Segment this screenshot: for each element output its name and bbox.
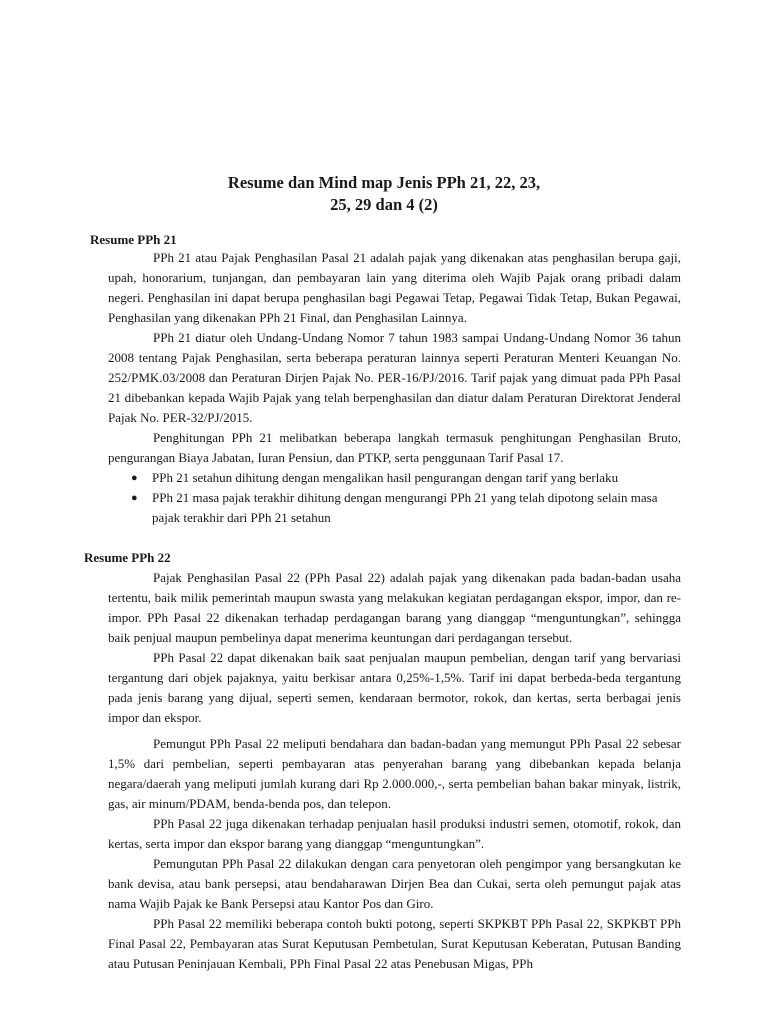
list-item: [108, 468, 681, 488]
bullet-icon: ●: [131, 472, 138, 484]
title-line-1: Resume dan Mind map Jenis PPh 21, 22, 23,: [227, 173, 541, 192]
list-item-text: PPh 21 setahun dihitung dengan mengalikan hasil pengurangan dengan tarif yang berlaku: [152, 470, 619, 485]
section-body-pph22: [108, 568, 681, 974]
paragraph: PPh Pasal 22 memiliki beberapa contoh bukti potong, seperti SKPKBT PPh Pasal 22, SKPKBT PPh Final Pasal 22, Pembayaran atas Surat Keputusan Pembetulan, Surat Keputusan Keberatan, Putusan Banding atau Putusan Peninjauan Kembali, PPh Final Pasal 22 atas Penebusan Migas, PPh: [108, 916, 681, 971]
paragraph: Pemungutan PPh Pasal 22 dilakukan dengan cara penyetoran oleh pengimpor yang bersangkutan ke bank devisa, atau bank persepsi, atau bendaharawan Dirjen Bea dan Cukai, serta oleh pemungut pajak atas nama Wajib Pajak ke Bank Persepsi atau Kantor Pos dan Giro.: [108, 856, 681, 911]
document-title: [0, 172, 768, 216]
paragraph: PPh 21 atau Pajak Penghasilan Pasal 21 adalah pajak yang dikenakan atas penghasilan berupa gaji, upah, honorarium, tunjangan, dan pembayaran lain yang diterima oleh Wajib Pajak orang pribadi dalam negeri. Penghasilan ini dapat berupa penghasilan bagi Pegawai Tetap, Pegawai Tidak Tetap, Bukan Pegawai, Penghasilan yang dikenakan PPh 21 Final, dan Penghasilan Lainnya.: [108, 250, 681, 325]
bullet-icon: ●: [131, 492, 138, 504]
section-heading-pph22: Resume PPh 22: [84, 550, 171, 565]
paragraph: PPh 21 diatur oleh Undang-Undang Nomor 7 tahun 1983 sampai Undang-Undang Nomor 36 tahun 2008 tentang Pajak Penghasilan, serta beberapa peraturan lainnya seperti Peraturan Menteri Keuangan No. 252/PMK.03/2008 dan Peraturan Dirjen Pajak No. PER-16/PJ/2016. Tarif pajak yang dimuat pada PPh Pasal 21 dibebankan kepada Wajib Pajak yang telah berpenghasilan dan diatur dalam Peraturan Direktorat Jenderal Pajak No. PER-32/PJ/2015.: [108, 330, 681, 425]
list-item-text: PPh 21 masa pajak terakhir dihitung dengan mengurangi PPh 21 yang telah dipotong selain masa pajak terakhir dari PPh 21 setahun: [152, 490, 658, 525]
paragraph: Penghitungan PPh 21 melibatkan beberapa langkah termasuk penghitungan Penghasilan Bruto, pengurangan Biaya Jabatan, Iuran Pensiun, dan PTKP, serta penggunaan Tarif Pasal 17.: [108, 430, 681, 465]
section-heading-pph21: Resume PPh 21: [90, 232, 177, 247]
section-body-pph21: [108, 248, 681, 528]
bullet-list: [108, 468, 681, 528]
paragraph: Pemungut PPh Pasal 22 meliputi bendahara dan badan-badan yang memungut PPh Pasal 22 sebesar 1,5% dari pembelian, seperti pembayaran atas penyerahan barang yang dibebankan kepada belanja negara/daerah yang meliputi jumlah kurang dari Rp 2.000.000,-, serta pembelian bahan bakar minyak, listrik, gas, air minum/PDAM, benda-benda pos, dan telepon.: [108, 736, 681, 811]
list-item: [108, 488, 681, 528]
paragraph: PPh Pasal 22 juga dikenakan terhadap penjualan hasil produksi industri semen, otomotif, rokok, dan kertas, serta impor dan ekspor barang yang dianggap “menguntungkan”.: [108, 816, 681, 851]
paragraph: PPh Pasal 22 dapat dikenakan baik saat penjualan maupun pembelian, dengan tarif yang bervariasi tergantung dari objek pajaknya, yaitu berkisar antara 0,25%-1,5%. Tarif ini dapat berbeda-beda tergantung pada jenis barang yang dijual, seperti semen, kendaraan bermotor, rokok, dan kertas, serta berbagai jenis impor dan ekspor.: [108, 650, 681, 725]
paragraph: Pajak Penghasilan Pasal 22 (PPh Pasal 22) adalah pajak yang dikenakan pada badan-badan usaha tertentu, baik milik pemerintah maupun swasta yang melakukan kegiatan perdagangan ekspor, impor, dan re-impor. PPh Pasal 22 dikenakan terhadap perdagangan barang yang dianggap “menguntungkan”, sehingga baik penjual maupun pembelinya dapat menerima keuntungan dari perdagangan tersebut.: [108, 570, 681, 645]
title-line-2: 25, 29 dan 4 (2): [330, 195, 438, 214]
